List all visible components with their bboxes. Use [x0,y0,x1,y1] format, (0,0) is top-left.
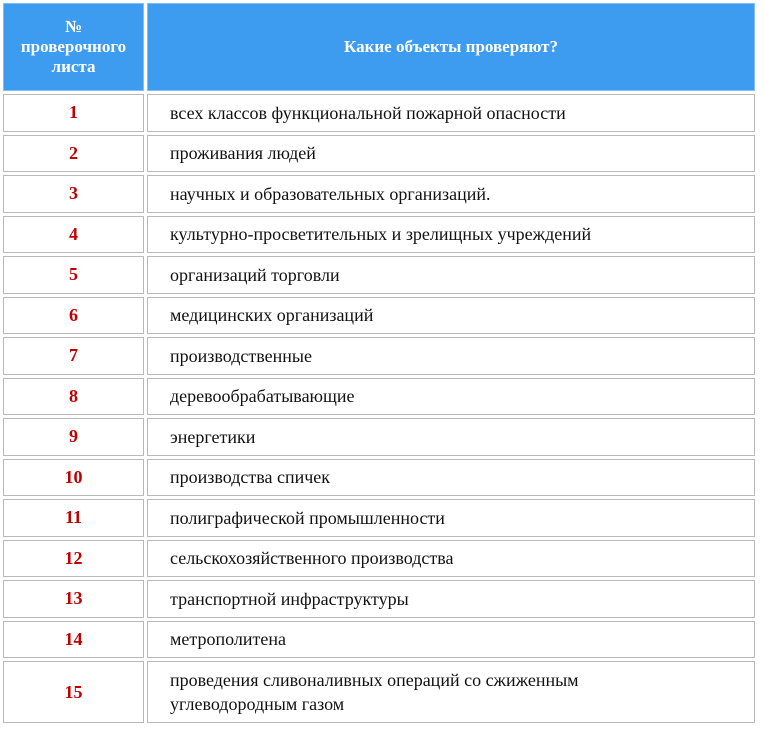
row-number: 3 [3,175,144,213]
row-objects-line2: углеводородным газом [170,694,345,714]
row-objects [147,661,755,723]
header-number-sign: № [64,17,83,36]
row-objects: энергетики [147,418,755,456]
row-number: 9 [3,418,144,456]
table-row [3,94,755,132]
row-objects: полиграфической промышленности [147,499,755,537]
table-row [3,418,755,456]
table-row [3,337,755,375]
header-number-sheet: листа [51,57,96,76]
row-objects: проживания людей [147,135,755,173]
table-row [3,621,755,659]
row-number: 12 [3,540,144,578]
row-number: 7 [3,337,144,375]
row-number: 15 [3,661,144,723]
row-number: 6 [3,297,144,335]
table-row [3,378,755,416]
row-objects: медицинских организаций [147,297,755,335]
row-number: 1 [3,94,144,132]
table-row [3,540,755,578]
row-number: 11 [3,499,144,537]
row-objects: производственные [147,337,755,375]
row-number: 13 [3,580,144,618]
table-row [3,216,755,254]
row-objects: сельскохозяйственного производства [147,540,755,578]
table-row [3,661,755,723]
row-objects: научных и образовательных организаций. [147,175,755,213]
row-objects: всех классов функциональной пожарной опасности [147,94,755,132]
table-row [3,459,755,497]
table-row [3,135,755,173]
row-objects-line1: проведения сливоналивных операций со сжиженным [170,670,579,690]
table-row [3,175,755,213]
header-objects: Какие объекты проверяют? [147,3,755,91]
row-objects: метрополитена [147,621,755,659]
row-number: 5 [3,256,144,294]
header-number-word: проверочного [20,37,127,56]
header-checklist-number [3,3,144,91]
row-number: 4 [3,216,144,254]
table-row [3,499,755,537]
row-number: 14 [3,621,144,659]
row-number: 8 [3,378,144,416]
table-row [3,580,755,618]
row-objects: деревообрабатывающие [147,378,755,416]
row-objects: организаций торговли [147,256,755,294]
table-row [3,256,755,294]
row-number: 2 [3,135,144,173]
row-number: 10 [3,459,144,497]
row-objects: производства спичек [147,459,755,497]
table-header-row [3,3,755,91]
table-row [3,297,755,335]
row-objects: культурно-просветительных и зрелищных учреждений [147,216,755,254]
row-objects: транспортной инфраструктуры [147,580,755,618]
